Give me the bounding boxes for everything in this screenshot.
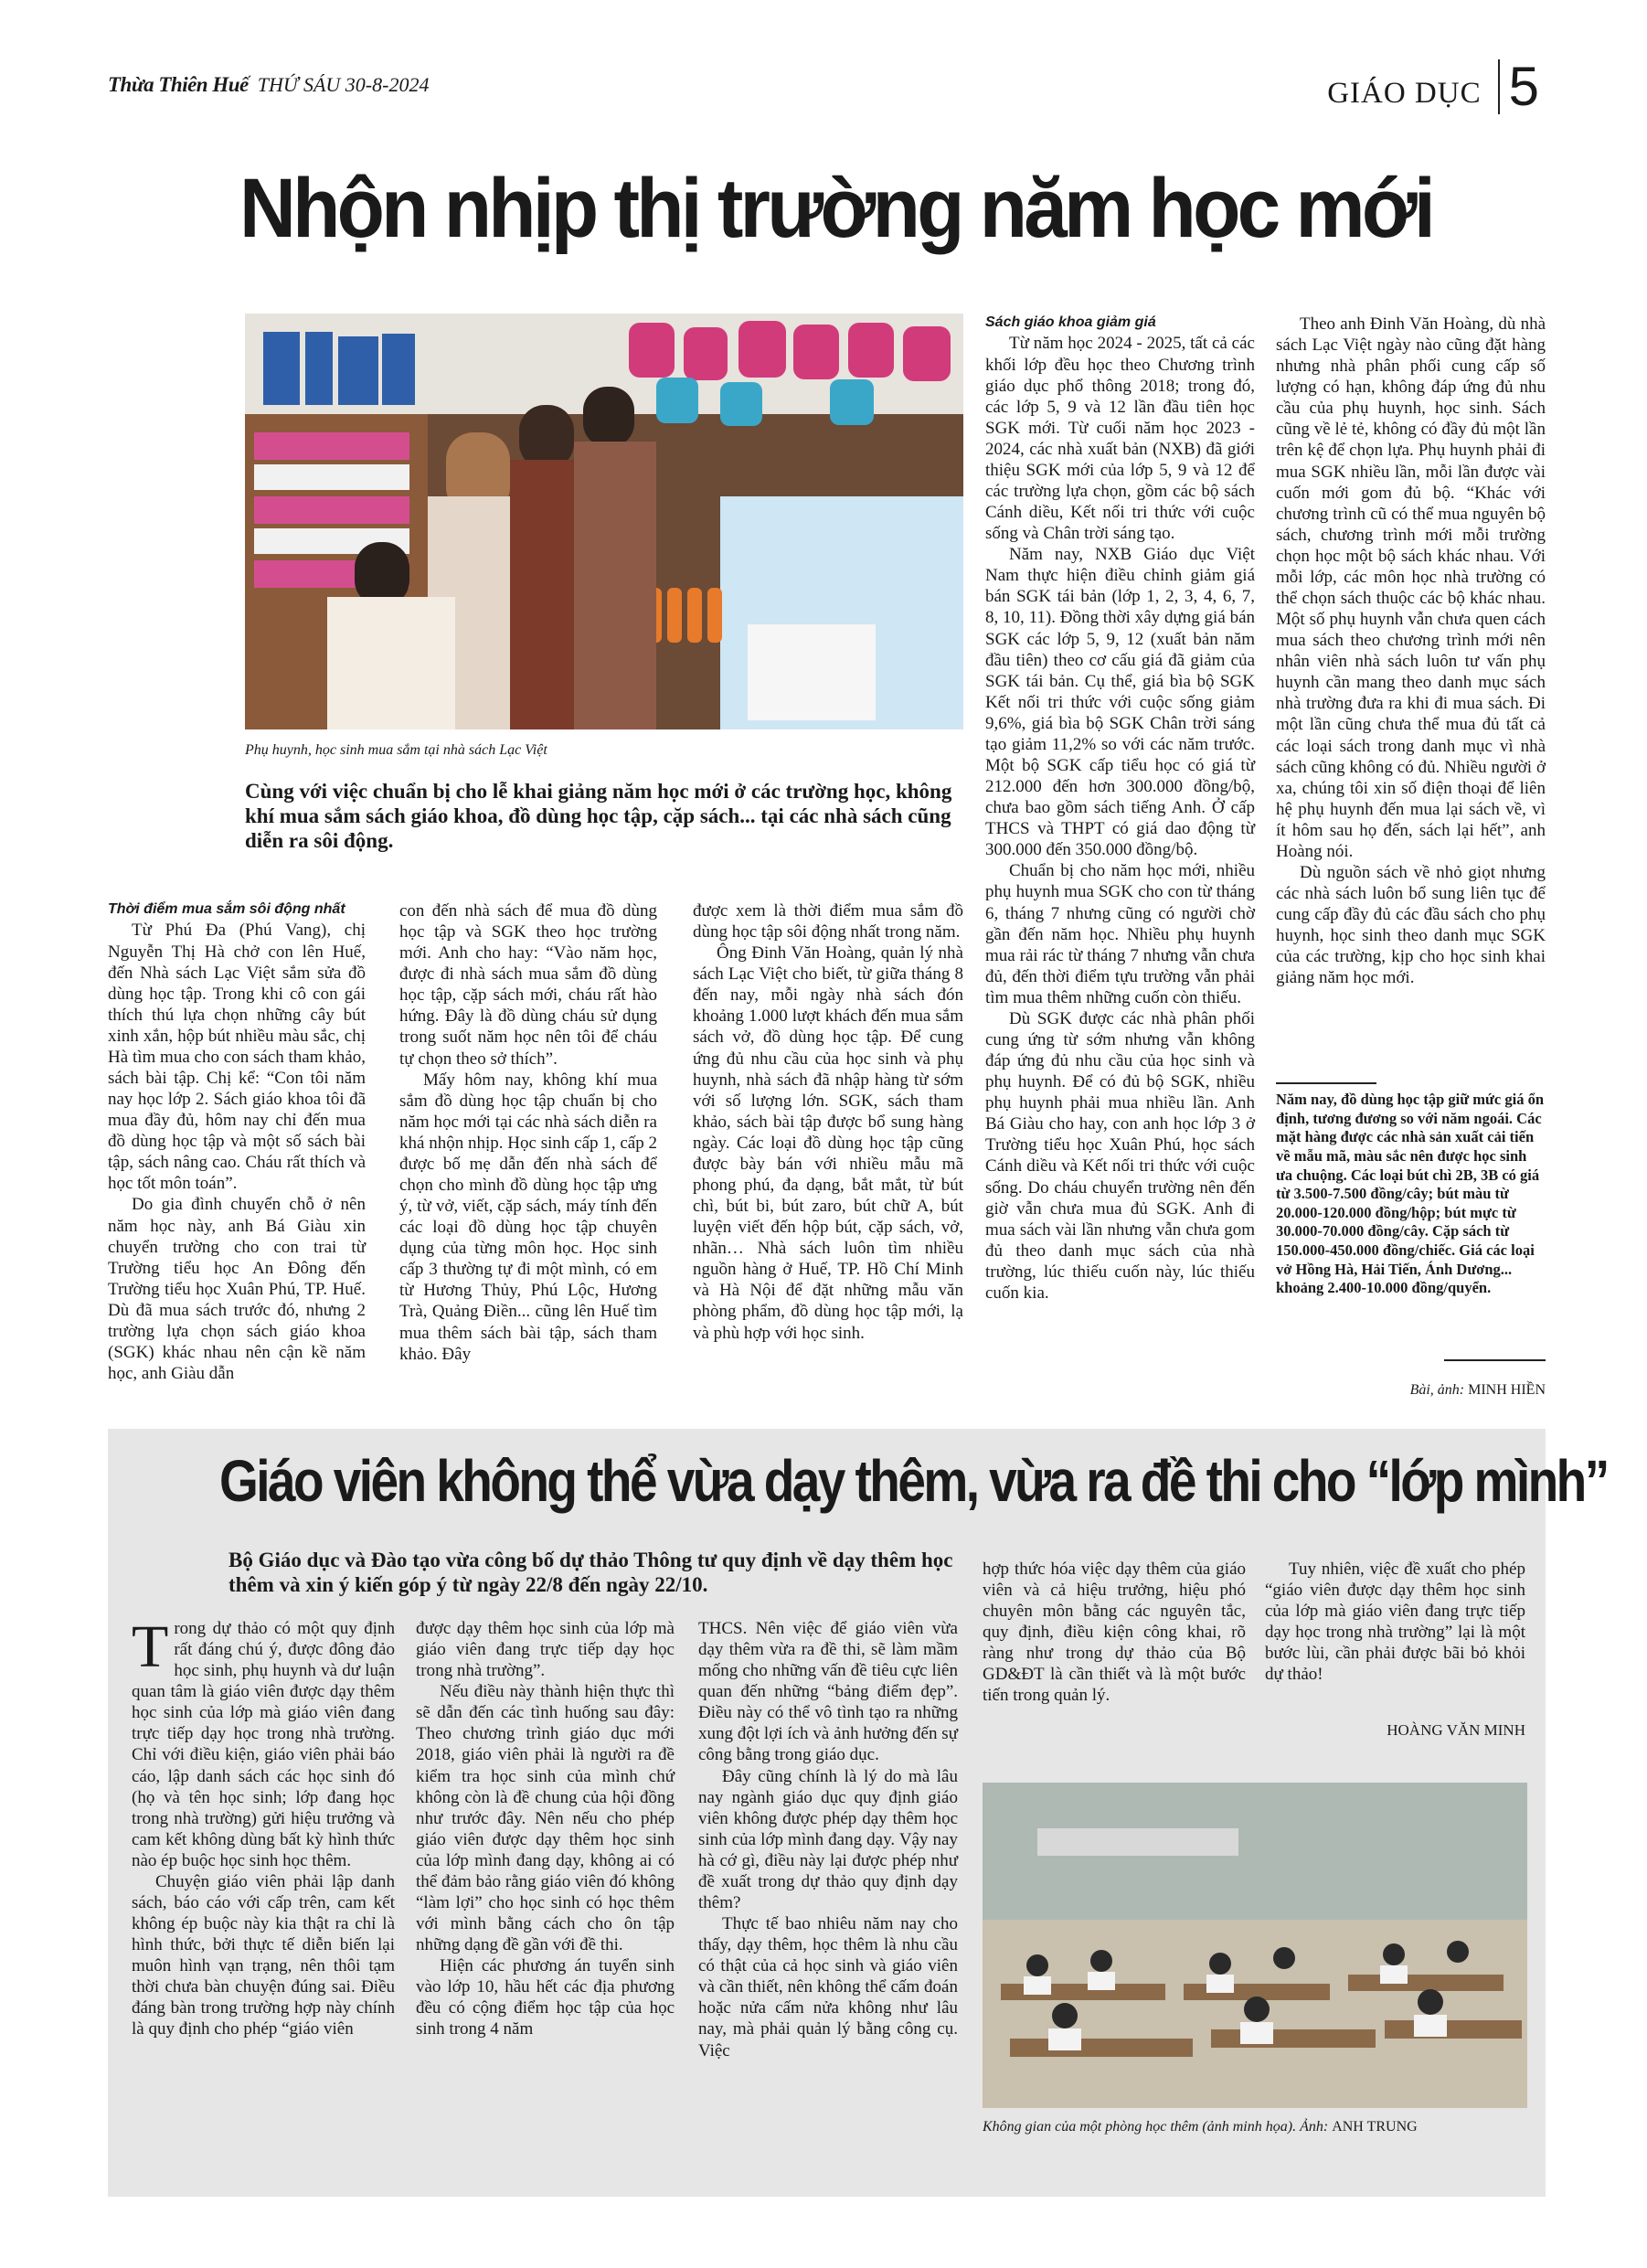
byline-name: MINH HIỀN	[1468, 1382, 1546, 1398]
paragraph: được dạy thêm học sinh của lớp mà giáo viên đang trực tiếp dạy học trong nhà trường”.	[416, 1619, 675, 1681]
credit-label: Ảnh:	[1300, 2119, 1329, 2135]
article1-column-1	[108, 900, 366, 1384]
paragraph: Nếu điều này thành hiện thực thì sẽ dẫn đến các tình huống sau đây: Theo chương trình giáo dục mới 2018, giáo viên phải là người ra đề kiểm tra học sinh của mình chứ không còn là đề chung của hội đồng như trước đây. Nên nếu cho phép giáo viên được dạy thêm học sinh của lớp mình đang dạy, không ai có thể đảm bảo rằng giáo viên đó không “làm lợi” cho học sinh có học thêm với mình bằng cách cho ôn tập những dạng đề gần với đề thi.	[416, 1682, 675, 1955]
paragraph: Hiện các phương án tuyển sinh vào lớp 10, hầu hết các địa phương đều có cộng điểm học tập của học sinh trong 4 năm	[416, 1956, 675, 2039]
article2-column-1	[132, 1613, 395, 2040]
paragraph: Thực tế bao nhiêu năm nay cho thấy, dạy thêm, học thêm là nhu cầu có thật của cả học sinh và giáo viên và cần thiết, nên không thể cấm đoán hoặc nửa cấm nửa không như lâu nay, mà phải quản lý bằng công cụ. Việc	[698, 1914, 958, 2060]
masthead	[108, 73, 429, 97]
bookstore-photo	[245, 314, 963, 729]
section-divider	[1498, 59, 1500, 114]
article-title: Nhộn nhịp thị trường năm học mới	[239, 162, 1433, 255]
paragraph: Theo anh Đinh Văn Hoàng, dù nhà sách Lạc Việt ngày nào cũng đặt hàng nhưng nhà phân phối cung cấp số lượng có hạn, không đáp ứng đủ nhu cầu của phụ huynh, học sinh. Sách cũng về lẻ tẻ, không có đầy đủ một lần trên kệ để chọn lựa. Phụ huynh phải đi mua SGK nhiều lần, mỗi lần được vài cuốn mới gom đủ bộ. “Khác với chương trình cũ có thể mua nguyên bộ sách, chương trình mới mỗi trường chọn học một bộ sách khác nhau. Với mỗi lớp, các môn học nhà trường có thể chọn sách thuộc các bộ khác nhau. Một số phụ huynh vẫn chưa quen cách mua sách theo chương trình mới nên nhân viên nhà sách luôn tư vấn phụ huynh cần mang theo danh mục sách nhà trường đưa ra khi đi mua sách. Đi một lần cũng chưa thể mua đủ tất cả các loại sách trong danh mục vì nhà sách cũng không có đủ. Nhiều người ở xa, chúng tôi xin số điện thoại để liên hệ phụ huynh đến mua lại sách về, vì ít hôm sau họ đến, sách lại hết”, anh Hoàng nói.	[1276, 314, 1546, 861]
paragraph: Dù nguồn sách về nhỏ giọt nhưng các nhà sách luôn bổ sung liên tục để cung cấp đầy đủ các đầu sách cho phụ huynh, học sinh theo danh mục SGK của các trường, kịp cho học sinh khai giảng năm học mới.	[1276, 863, 1546, 988]
paragraph: Dù SGK được các nhà phân phối cung ứng từ sớm nhưng vẫn không đáp ứng đủ nhu cầu của học sinh và phụ huynh. Để có đủ bộ SGK, nhiều phụ huynh phải mua nhiều lần. Anh Bá Giàu cho hay, con anh học lớp 3 ở Trường tiểu học Xuân Phú, học sách Cánh diều và Kết nối tri thức với cuộc sống. Do cháu chuyển trường nên đến giờ vẫn chưa mua đủ SGK. Anh đi mua sách vài lần nhưng vẫn chưa gom đủ theo danh mục sách của nhà trường, lúc thiếu cuốn này, lúc thiếu cuốn kia.	[985, 1008, 1255, 1303]
article2-column-4	[983, 1559, 1246, 1707]
divider	[1276, 1082, 1376, 1084]
paragraph: Mấy hôm nay, không khí mua sắm đồ dùng học tập chuẩn bị cho năm học mới tại các nhà sách diễn ra khá nhộn nhịp. Học sinh cấp 1, cấp 2 được bố mẹ dẫn đến nhà sách để chọn cho mình đồ dùng học tập ưng ý, từ vở, viết, cặp sách, máy tính đến các loại đồ dùng học tập chuyên dụng của từng môn học. Học sinh cấp 3 thường tự đi một mình, có em từ Hương Thủy, Phú Lộc, Hương Trà, Quảng Điền... cũng lên Huế tìm mua thêm sách bài tập, sách tham khảo. Đây	[399, 1070, 657, 1364]
paragraph: THCS. Nên việc để giáo viên vừa dạy thêm vừa ra đề thi, sẽ làm mầm mống cho những vấn đề tiêu cực liên quan đến những “bảng điểm đẹp”. Điều này có thể vô tình tạo ra những xung đột lợi ích và ảnh hưởng đến sự công bằng trong giáo dục.	[698, 1619, 958, 1765]
article2-column-2	[416, 1618, 675, 2040]
paragraph: Đây cũng chính là lý do mà lâu nay ngành giáo dục quy định giáo viên không được phép dạy thêm học sinh của lớp mình đang dạy. Vậy nay hà cớ gì, điều này lại được phép như đề xuất trong dự thảo quy định dạy thêm?	[698, 1766, 958, 1913]
classroom-photo	[983, 1783, 1527, 2108]
byline-label: Bài, ảnh:	[1409, 1382, 1465, 1398]
photo-caption: Phụ huynh, học sinh mua sắm tại nhà sách Lạc Việt	[245, 742, 547, 758]
subheading-1: Thời điểm mua sắm sôi động nhất	[108, 901, 345, 917]
subheading-2: Sách giáo khoa giảm giá	[985, 314, 1156, 330]
article2-column-3	[698, 1618, 958, 2061]
paragraph: Do gia đình chuyển chỗ ở nên năm học này, anh Bá Giàu xin chuyển trường cho con trai từ Trường tiểu học An Đông đến Trường tiểu học Xuân Phú, TP. Huế. Dù đã mua sách trước đó, nhưng 2 trường lựa chọn sách giáo khoa (SGK) khác nhau nên cận kề năm học, anh Giàu dẫn	[108, 1195, 366, 1384]
article1-column-2	[399, 900, 657, 1365]
caption-text: Không gian của một phòng học thêm (ảnh minh họa).	[983, 2119, 1297, 2135]
classroom-caption	[983, 2119, 1527, 2135]
page-number: 5	[1508, 56, 1539, 117]
paragraph	[132, 1613, 395, 1871]
article-lead: Cùng với việc chuẩn bị cho lễ khai giảng năm học mới ở các trường học, không khí mua sắm sách giáo khoa, đồ dùng học tập, cặp sách... tại các nhà sách cũng diễn ra sôi động.	[245, 780, 952, 853]
paragraph: Chuẩn bị cho năm học mới, nhiều phụ huynh mua SGK cho con từ tháng 6, tháng 7 nhưng cũng có người chờ gần đến năm học. Nhiều phụ huynh mua rải rác từ tháng 7 nhưng vẫn chưa đủ, đến thời điểm tựu trường vẫn phải tìm mua thêm những cuốn còn thiếu.	[985, 861, 1255, 1007]
divider	[1444, 1359, 1546, 1361]
paragraph: Từ năm học 2024 - 2025, tất cả các khối lớp đều học theo Chương trình giáo dục phổ thông 2018; trong đó, các lớp 5, 9 và 12 lần đầu tiên học SGK mới. Từ cuối năm học 2023 - 2024, các nhà xuất bản (NXB) đã giới thiệu SGK mới của lớp 5, 9 và 12 để các trường lựa chọn, gồm các bộ sách Cánh diều, Kết nối tri thức với cuộc sống và Chân trời sáng tạo.	[985, 334, 1255, 544]
article2-column-5	[1265, 1559, 1525, 1685]
article2-byline: HOÀNG VĂN MINH	[1387, 1721, 1525, 1739]
paragraph: con đến nhà sách để mua đồ dùng học tập và SGK theo học trường mới. Anh cho hay: “Vào năm học, được đi nhà sách mua sắm đồ dùng học tập, cặp sách mới, cháu rất hào hứng. Đây là đồ dùng cháu sử dụng trong suốt năm học nên tôi để cháu tự chọn theo sở thích”.	[399, 901, 657, 1069]
paragraph: Chuyện giáo viên phải lập danh sách, báo cáo với cấp trên, cam kết không ép buộc này kia thật ra chỉ là hình thức, bởi thực tế diễn biến lại muôn hình vạn trạng, nên thôi tạm thời chưa bàn chuyện đúng sai. Điều đáng bàn trong trường hợp này chính là quy định cho phép “giáo viên	[132, 1871, 395, 2039]
credit-name: ANH TRUNG	[1332, 2119, 1418, 2135]
byline	[1276, 1382, 1546, 1399]
section-header	[1327, 56, 1539, 117]
drop-cap: T	[132, 1613, 169, 1680]
article1-column-5	[1276, 314, 1546, 989]
paragraph: được xem là thời điểm mua sắm đồ dùng học tập sôi động nhất trong năm.	[693, 901, 963, 942]
price-box: Năm nay, đồ dùng học tập giữ mức giá ổn định, tương đương so với năm ngoái. Các mặt hàng được các nhà sản xuất cải tiến về mẫu mã, màu sắc nên được học sinh ưa chuộng. Các loại bút chì 2B, 3B có giá từ 3.500-7.500 đồng/cây; bút màu từ 20.000-120.000 đồng/hộp; bút mực từ 30.000-70.000 đồng/cây. Cặp sách từ 150.000-450.000 đồng/chiếc. Giá các loại vở Hồng Hà, Hải Tiến, Ánh Dương... khoảng 2.400-10.000 đồng/quyển.	[1276, 1091, 1545, 1297]
paragraph: Năm nay, NXB Giáo dục Việt Nam thực hiện điều chỉnh giảm giá bán SGK tái bản (lớp 1, 2, 3, 4, 6, 7, 8, 10, 11). Đồng thời xây dựng giá bán SGK các lớp 5, 9, 12 (xuất bản năm đầu tiên) theo cơ cấu giá đã giảm của SGK tái bản. Cụ thể, giá bìa bộ SGK Kết nối tri thức với cuộc sống giảm 9,6%, giá bìa bộ SGK Chân trời sáng tạo giảm 11,2% so với các năm trước. Một bộ SGK cấp tiểu học có giá từ 212.000 đến hơn 300.000 đồng/bộ, chưa bao gồm sách tiếng Anh. Ở cấp THCS và THPT có giá dao động từ 300.000 đến 350.000 đồng/bộ.	[985, 545, 1255, 860]
paragraph: Từ Phú Đa (Phú Vang), chị Nguyễn Thị Hà chở con lên Huế, đến Nhà sách Lạc Việt sắm sửa đồ dùng học tập. Trong khi cô con gái thích thú lựa chọn những cây bút xinh xắn, hộp bút nhiều màu sắc, chị Hà tìm mua cho con sách tham khảo, sách bài tập. Chị kể: “Con tôi năm nay học lớp 2. Sách giáo khoa tôi đã mua đầy đủ, hôm nay chỉ đến mua đồ dùng học tập và một số sách bài tập, sách nâng cao. Cháu rất thích và học tốt môn toán”.	[108, 921, 366, 1194]
paragraph: Ông Đinh Văn Hoàng, quản lý nhà sách Lạc Việt cho biết, từ giữa tháng 8 đến nay, mỗi ngày nhà sách đón khoảng 1.000 lượt khách đến mua sắm sách vở, đồ dùng học tập. Để cung ứng đủ nhu cầu của học sinh và phụ huynh, nhà sách đã nhập hàng từ sớm với số lượng lớn. SGK, sách tham khảo, sách bài tập được bổ sung hàng ngày. Các loại đồ dùng học tập cũng được bày bán với nhiều mẫu mã phong phú, đa dạng, bắt mắt, từ bút chì, bút bi, bút zaro, bút chữ A, bút luyện viết đến hộp bút, cặp sách, vở, nhãn… Nhà sách luôn tìm nhiều nguồn hàng ở Huế, TP. Hồ Chí Minh và Hà Nội để đặt những mẫu văn phòng phẩm, đồ dùng học tập mới, lạ và phù hợp với học sinh.	[693, 943, 963, 1343]
issue-date: THỨ SÁU 30-8-2024	[257, 73, 430, 96]
paragraph: Tuy nhiên, việc đề xuất cho phép “giáo viên được dạy thêm học sinh của lớp mà giáo viên đang trực tiếp dạy học trong nhà trường” lại là một bước lùi, cần phải được bãi bỏ khỏi dự thảo!	[1265, 1560, 1525, 1685]
paragraph: hợp thức hóa việc dạy thêm của giáo viên và cả hiệu trưởng, hiệu phó chuyên môn bằng các nguyên tắc, quy định, điều kiện công khai, rõ ràng như trong dự thảo của Bộ GD&ĐT là cần thiết và là một bước tiến trong quản lý.	[983, 1560, 1246, 1706]
article2-lead: Bộ Giáo dục và Đào tạo vừa công bố dự thảo Thông tư quy định về dạy thêm học thêm và xin ý kiến góp ý từ ngày 22/8 đến ngày 22/10.	[228, 1549, 953, 1597]
article2-title: Giáo viên không thể vừa dạy thêm, vừa ra đề thi cho “lớp mình”	[219, 1448, 1608, 1514]
paper-name: Thừa Thiên Huế	[108, 73, 249, 96]
paragraph-text: rong dự thảo có một quy định rất đáng chú ý, được đông đảo học sinh, phụ huynh và dư luận quan tâm là giáo viên được dạy thêm học sinh của lớp mà giáo viên đang trực tiếp dạy học trong nhà trường. Chỉ với điều kiện, giáo viên phải báo cáo, lập danh sách các học sinh đó (họ và tên học sinh; lớp đang học trong nhà trường) gửi hiệu trưởng và cam kết không dùng bất kỳ hình thức nào ép buộc học sinh học thêm.	[132, 1619, 395, 1870]
article1-column-3	[693, 900, 963, 1344]
section-name: GIÁO DỤC	[1327, 76, 1482, 110]
article1-column-4	[985, 314, 1255, 1304]
